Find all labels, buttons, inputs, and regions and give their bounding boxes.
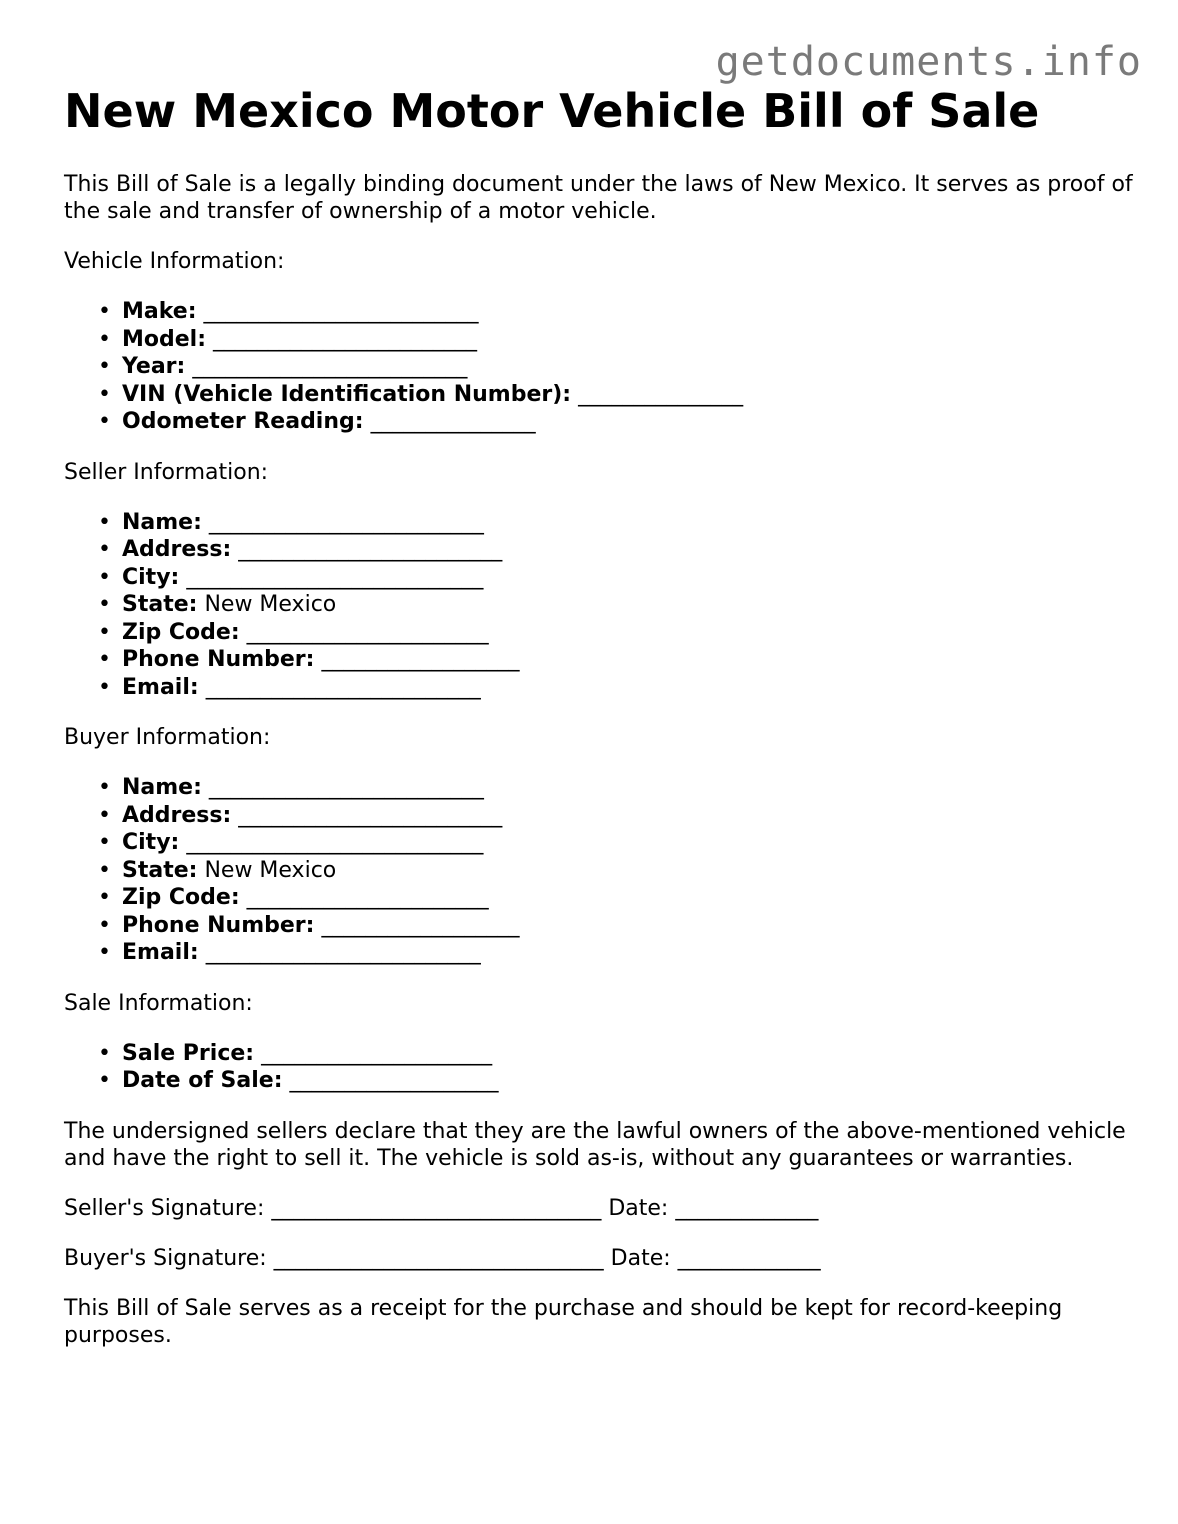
seller-signature-line[interactable]: Seller's Signature: ______________________________ Date: _____________ xyxy=(64,1195,819,1221)
field-label: State: xyxy=(122,592,198,617)
buyer-field-list xyxy=(64,774,1134,967)
buyer-field-city xyxy=(98,829,1134,857)
bullet: • xyxy=(98,299,111,324)
sale-field-price xyxy=(98,1040,1134,1068)
field-value: New Mexico xyxy=(204,857,337,883)
seller-field-list xyxy=(64,509,1134,702)
field-label: Zip Code: xyxy=(122,619,240,645)
field-blank[interactable]: _____________________ xyxy=(261,1040,493,1066)
field-blank[interactable]: ___________________________ xyxy=(186,830,484,855)
sale-section-heading: Sale Information: xyxy=(64,990,253,1016)
document-body xyxy=(64,84,1134,1349)
field-label: Date of Sale: xyxy=(122,1068,283,1093)
field-blank[interactable]: _________________________ xyxy=(205,674,481,700)
bullet: • xyxy=(98,857,111,883)
bullet: • xyxy=(98,940,111,965)
declaration-paragraph: The undersigned sellers declare that they are the lawful owners of the above-mentioned vehicle and have the right to sell it. The vehicle is sold as-is, without any guarantees or warranties. xyxy=(64,1118,1126,1171)
bullet: • xyxy=(98,537,111,562)
field-blank[interactable]: ___________________ xyxy=(289,1068,499,1093)
field-label: Year: xyxy=(122,354,186,379)
bullet: • xyxy=(98,674,111,700)
vehicle-field-model xyxy=(98,326,1134,354)
bullet: • xyxy=(98,619,111,645)
bullet: • xyxy=(98,912,111,938)
field-blank[interactable]: _________________________ xyxy=(203,299,479,324)
seller-field-name xyxy=(98,509,1134,537)
field-label: State: xyxy=(122,857,198,883)
field-value: New Mexico xyxy=(204,592,337,617)
buyer-field-state xyxy=(98,857,1134,885)
field-label: Phone Number: xyxy=(122,912,315,938)
bullet: • xyxy=(98,1068,111,1093)
bullet: • xyxy=(98,326,111,352)
bullet: • xyxy=(98,802,111,828)
field-blank[interactable]: _________________________ xyxy=(208,775,484,800)
seller-field-address xyxy=(98,536,1134,564)
seller-field-email xyxy=(98,674,1134,702)
field-label: Odometer Reading: xyxy=(122,409,364,434)
seller-section-heading: Seller Information: xyxy=(64,459,269,485)
field-label: City: xyxy=(122,564,180,590)
field-blank[interactable]: ________________________ xyxy=(238,802,503,828)
bullet: • xyxy=(98,592,111,617)
bullet: • xyxy=(98,775,111,800)
field-blank[interactable]: __________________ xyxy=(321,912,520,938)
field-label: Phone Number: xyxy=(122,647,315,672)
field-label: Sale Price: xyxy=(122,1040,255,1066)
bullet: • xyxy=(98,409,111,434)
bullet: • xyxy=(98,647,111,672)
field-label: Zip Code: xyxy=(122,885,240,910)
field-blank[interactable]: ______________________ xyxy=(246,619,489,645)
field-label: Email: xyxy=(122,674,199,700)
field-blank[interactable]: ________________________ xyxy=(238,537,503,562)
field-label: Name: xyxy=(122,775,202,800)
field-blank[interactable]: _________________________ xyxy=(205,940,481,965)
seller-field-phone xyxy=(98,646,1134,674)
buyer-field-name xyxy=(98,774,1134,802)
field-blank[interactable]: ___________________________ xyxy=(186,564,484,590)
vehicle-field-odometer xyxy=(98,408,1134,436)
buyer-signature-line[interactable]: Buyer's Signature: ______________________________ Date: _____________ xyxy=(64,1245,821,1271)
seller-field-zip xyxy=(98,619,1134,647)
field-blank[interactable]: _______________ xyxy=(370,409,536,434)
field-label: Address: xyxy=(122,802,232,828)
field-label: VIN (Vehicle Identification Number): xyxy=(122,381,572,407)
field-label: Email: xyxy=(122,940,199,965)
field-blank[interactable]: _______________ xyxy=(578,381,744,407)
vehicle-field-make xyxy=(98,298,1134,326)
field-label: Name: xyxy=(122,509,202,535)
field-blank[interactable]: _________________________ xyxy=(208,509,484,535)
bullet: • xyxy=(98,885,111,910)
field-blank[interactable]: ______________________ xyxy=(246,885,489,910)
field-label: Make: xyxy=(122,299,197,324)
bullet: • xyxy=(98,564,111,590)
vehicle-section-heading: Vehicle Information: xyxy=(64,249,285,274)
field-blank[interactable]: _________________________ xyxy=(192,354,468,379)
seller-field-city xyxy=(98,564,1134,592)
buyer-field-zip xyxy=(98,884,1134,912)
vehicle-field-year xyxy=(98,353,1134,381)
sale-field-date xyxy=(98,1067,1134,1095)
bullet: • xyxy=(98,830,111,855)
field-blank[interactable]: ________________________ xyxy=(213,326,478,352)
page-title: New Mexico Motor Vehicle Bill of Sale xyxy=(64,84,1040,138)
seller-field-state xyxy=(98,591,1134,619)
vehicle-field-vin xyxy=(98,381,1134,409)
buyer-section-heading: Buyer Information: xyxy=(64,725,271,750)
buyer-field-email xyxy=(98,939,1134,967)
field-label: City: xyxy=(122,830,180,855)
bullet: • xyxy=(98,354,111,379)
closing-paragraph: This Bill of Sale serves as a receipt for the purchase and should be kept for record-keeping purposes. xyxy=(64,1295,1063,1348)
field-label: Model: xyxy=(122,326,207,352)
buyer-field-address xyxy=(98,802,1134,830)
sale-field-list xyxy=(64,1040,1134,1095)
bullet: • xyxy=(98,1040,111,1066)
vehicle-field-list xyxy=(64,298,1134,436)
buyer-field-phone xyxy=(98,912,1134,940)
intro-paragraph: This Bill of Sale is a legally binding document under the laws of New Mexico. It serves as proof of the sale and transfer of ownership of a motor vehicle. xyxy=(64,172,1133,224)
bullet: • xyxy=(98,381,111,407)
bullet: • xyxy=(98,509,111,535)
watermark: getdocuments.info xyxy=(715,39,1142,85)
field-blank[interactable]: __________________ xyxy=(321,647,520,672)
field-label: Address: xyxy=(122,537,232,562)
